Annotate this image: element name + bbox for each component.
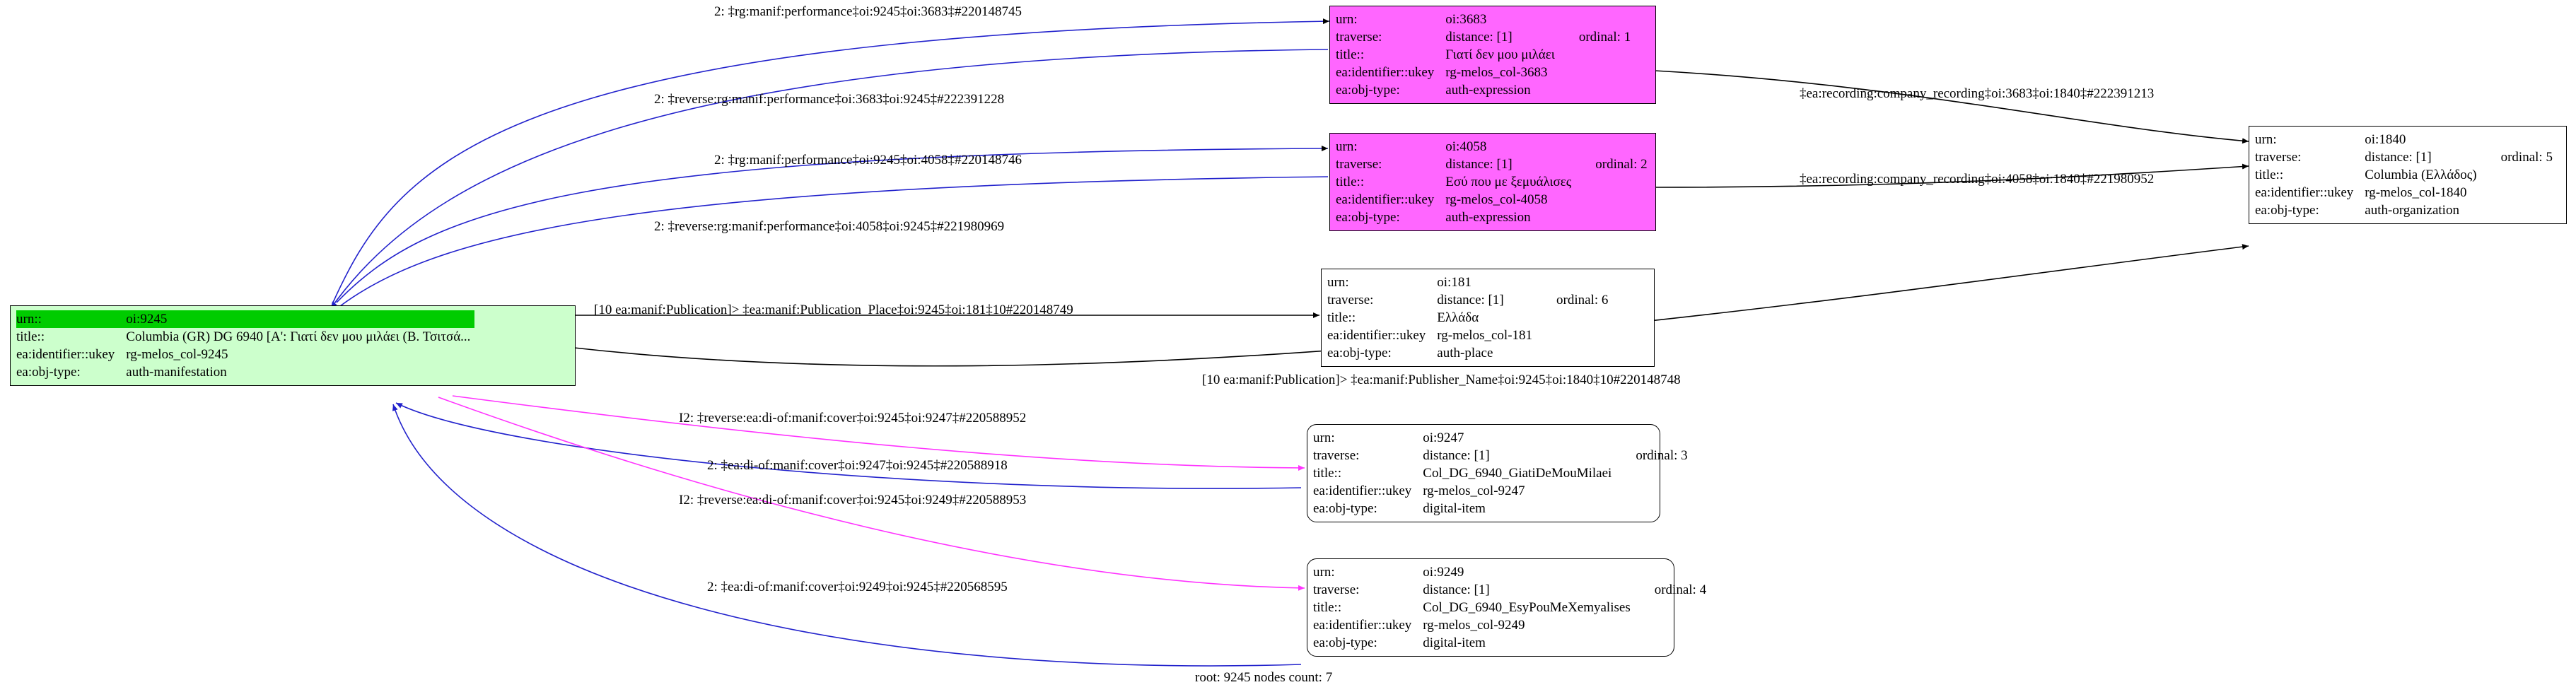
node-field-value: Ελλάδα [1437,310,1479,326]
node-row [16,328,474,346]
node-field-ordinal: ordinal: 3 [1636,448,1688,464]
node-field-value: rg-melos_col-9249 [1423,618,1525,633]
node-field-ordinal: ordinal: 2 [1595,157,1648,172]
node-row [1313,563,1710,581]
node-field-value: oi:181 [1437,275,1471,290]
node-field-key: title:: [1313,466,1342,481]
node-field-value: auth-expression [1445,210,1531,225]
node-field-key: ea:obj-type: [1313,635,1377,651]
node-field-value: distance: [1] [1423,448,1490,464]
node-field-key: title:: [1336,175,1365,190]
edge-label-reverse-performance-4058-9245: 2: ‡reverse:rg:manif:performance‡oi:4058‡oi:9245‡#221980969 [654,219,1005,234]
node-field-value: distance: [1] [1445,157,1513,172]
node-field-key: urn: [2255,132,2277,147]
node-field-key: ea:identifier::ukey [16,347,115,363]
node-field-key: title:: [16,329,45,345]
node-field-value: oi:4058 [1445,139,1487,154]
node-field-key: traverse: [1313,448,1360,464]
node-field-value: rg-melos_col-9247 [1423,483,1525,499]
node-field-key: title:: [1336,47,1365,63]
node-field-ordinal: ordinal: 4 [1654,582,1707,598]
edge-label-reverse-performance-3683-9245: 2: ‡reverse:rg:manif:performance‡oi:3683‡oi:9245‡#222391228 [654,92,1005,107]
node-field-key: title:: [1313,600,1342,616]
node-field-key: ea:identifier::ukey [2255,185,2354,201]
node-field-value: distance: [1] [1437,293,1504,308]
node-field-key: ea:identifier::ukey [1313,483,1412,499]
node-row [1336,28,1635,46]
node-field-key: traverse: [1327,293,1374,308]
node-field-value: distance: [1] [1423,582,1490,598]
edge-label-reverse-cover-9249: I2: ‡reverse:ea:di-of:manif:cover‡oi:9245‡oi:9249‡#220588953 [679,493,1027,508]
node-row [16,363,474,381]
node-field-value: digital-item [1423,635,1486,651]
node-field-key: title:: [2255,168,2284,183]
node-row [1336,46,1635,64]
node-field-value: Εσύ που με ξεμυάλισες [1445,175,1572,190]
node-field-ordinal: ordinal: 5 [2500,150,2553,165]
node-row [2255,148,2557,166]
node-row [1336,209,1652,226]
edge-label-publication-place: [10 ea:manif:Publication]> ‡ea:manif:Publication_Place‡oi:9245‡oi:181‡10#220148749 [594,303,1073,317]
node-row [1313,581,1710,599]
node-row [16,346,474,363]
node-field-key: traverse: [1336,30,1382,45]
node-field-key: urn:: [16,310,126,328]
node-row [1336,81,1635,99]
node-field-value: Columbia (GR) DG 6940 [A': Γιατί δεν μου μιλάει (Β. Τσιτσά... [126,329,471,345]
node-field-value: auth-place [1437,346,1493,361]
node-row [2255,201,2557,219]
node-field-ordinal: ordinal: 6 [1556,293,1609,308]
node-field-value: oi:3683 [1445,12,1487,27]
node-field-key: ea:identifier::ukey [1336,65,1435,81]
node-row [1336,11,1635,28]
node-row [1313,429,1692,447]
node-field-key: ea:identifier::ukey [1313,618,1412,633]
node-row [16,310,474,328]
node-field-key: ea:identifier::ukey [1327,328,1426,344]
node-field-key: ea:obj-type: [1327,346,1392,361]
edge-label-performance-9245-4058: 2: ‡rg:manif:performance‡oi:9245‡oi:4058‡#220148746 [714,153,1022,168]
node-field-key: traverse: [1313,582,1360,598]
node-field-key: traverse: [2255,150,2302,165]
edge-label-cover-9249: 2: ‡ea:di-of:manif:cover‡oi:9249‡oi:9245‡#220568595 [707,580,1008,594]
node-field-value: distance: [1] [1445,30,1513,45]
node-field-value: rg-melos_col-9245 [126,347,228,363]
node-field-value: Γιατί δεν μου μιλάει [1445,47,1555,63]
node-row [1336,138,1652,156]
node-field-value: Columbia (Ελλάδος) [2365,168,2477,183]
node-field-value: rg-melos_col-3683 [1445,65,1548,81]
node-row [2255,131,2557,148]
node-field-value: rg-melos_col-4058 [1445,192,1548,208]
node-row [1336,191,1652,209]
node-field-key: title:: [1327,310,1356,326]
node-manifestation-9245[interactable] [10,305,576,386]
node-row [1313,500,1692,517]
node-row [2255,184,2557,201]
edge-label-company-recording-4058: ‡ea:recording:company_recording‡oi:4058‡oi:1840‡#221980952 [1800,172,2155,187]
node-row [1327,309,1612,327]
node-field-value: oi:9249 [1423,565,1464,580]
edge-label-performance-9245-3683: 2: ‡rg:manif:performance‡oi:9245‡oi:3683‡#220148745 [714,4,1022,19]
node-place-181[interactable] [1321,269,1655,367]
node-field-key: urn: [1313,565,1335,580]
node-field-key: ea:identifier::ukey [1336,192,1435,208]
node-row [1327,291,1612,309]
node-field-key: urn: [1327,275,1349,290]
node-row [1313,482,1692,500]
node-field-value: rg-melos_col-1840 [2365,185,2467,201]
node-row [1313,616,1710,634]
node-field-key: ea:obj-type: [2255,203,2319,218]
node-field-value: auth-expression [1445,83,1531,98]
node-field-value: auth-manifestation [126,365,227,380]
node-field-value: oi:9245 [126,310,474,328]
node-field-value: Col_DG_6940_EsyPouMeXemyalises [1423,600,1631,616]
node-field-value: rg-melos_col-181 [1437,328,1533,344]
node-row [1336,173,1652,191]
node-row [1327,327,1612,344]
node-field-key: ea:obj-type: [1336,83,1400,98]
node-expression-4058[interactable] [1329,133,1656,231]
node-row [1327,344,1612,362]
edge-label-cover-9247: 2: ‡ea:di-of:manif:cover‡oi:9247‡oi:9245‡#220588918 [707,458,1008,473]
node-digital-item-9249[interactable] [1307,558,1707,657]
node-row [1336,156,1652,173]
edge-label-publisher-name: [10 ea:manif:Publication]> ‡ea:manif:Publisher_Name‡oi:9245‡oi:1840‡10#220148748 [1202,373,1681,387]
node-field-key: traverse: [1336,157,1382,172]
node-digital-item-9247[interactable] [1307,424,1688,522]
node-field-key: ea:obj-type: [1313,501,1377,517]
node-row [2255,166,2557,184]
node-organization-1840[interactable] [2249,126,2567,224]
node-row [1313,464,1692,482]
node-field-key: urn: [1336,139,1358,154]
node-field-value: oi:1840 [2365,132,2406,147]
node-field-ordinal: ordinal: 1 [1578,30,1631,45]
node-field-value: oi:9247 [1423,430,1464,445]
node-field-key: ea:obj-type: [16,365,81,380]
node-field-value: Col_DG_6940_GiatiDeMouMilaei [1423,466,1612,481]
node-field-key: urn: [1313,430,1335,445]
node-row [1313,634,1710,652]
edge-label-reverse-cover-9247: I2: ‡reverse:ea:di-of:manif:cover‡oi:9245‡oi:9247‡#220588952 [679,411,1027,426]
node-field-key: ea:obj-type: [1336,210,1400,225]
node-row [1313,599,1710,616]
graph-footer: root: 9245 nodes count: 7 [1195,670,1333,685]
node-field-value: distance: [1] [2365,150,2432,165]
node-field-value: auth-organization [2365,203,2459,218]
node-row [1313,447,1692,464]
edge-label-company-recording-3683: ‡ea:recording:company_recording‡oi:3683‡oi:1840‡#222391213 [1800,86,2155,101]
node-row [1327,274,1612,291]
node-expression-3683[interactable] [1329,6,1656,104]
node-field-value: digital-item [1423,501,1486,517]
node-field-key: urn: [1336,12,1358,27]
node-row [1336,64,1635,81]
